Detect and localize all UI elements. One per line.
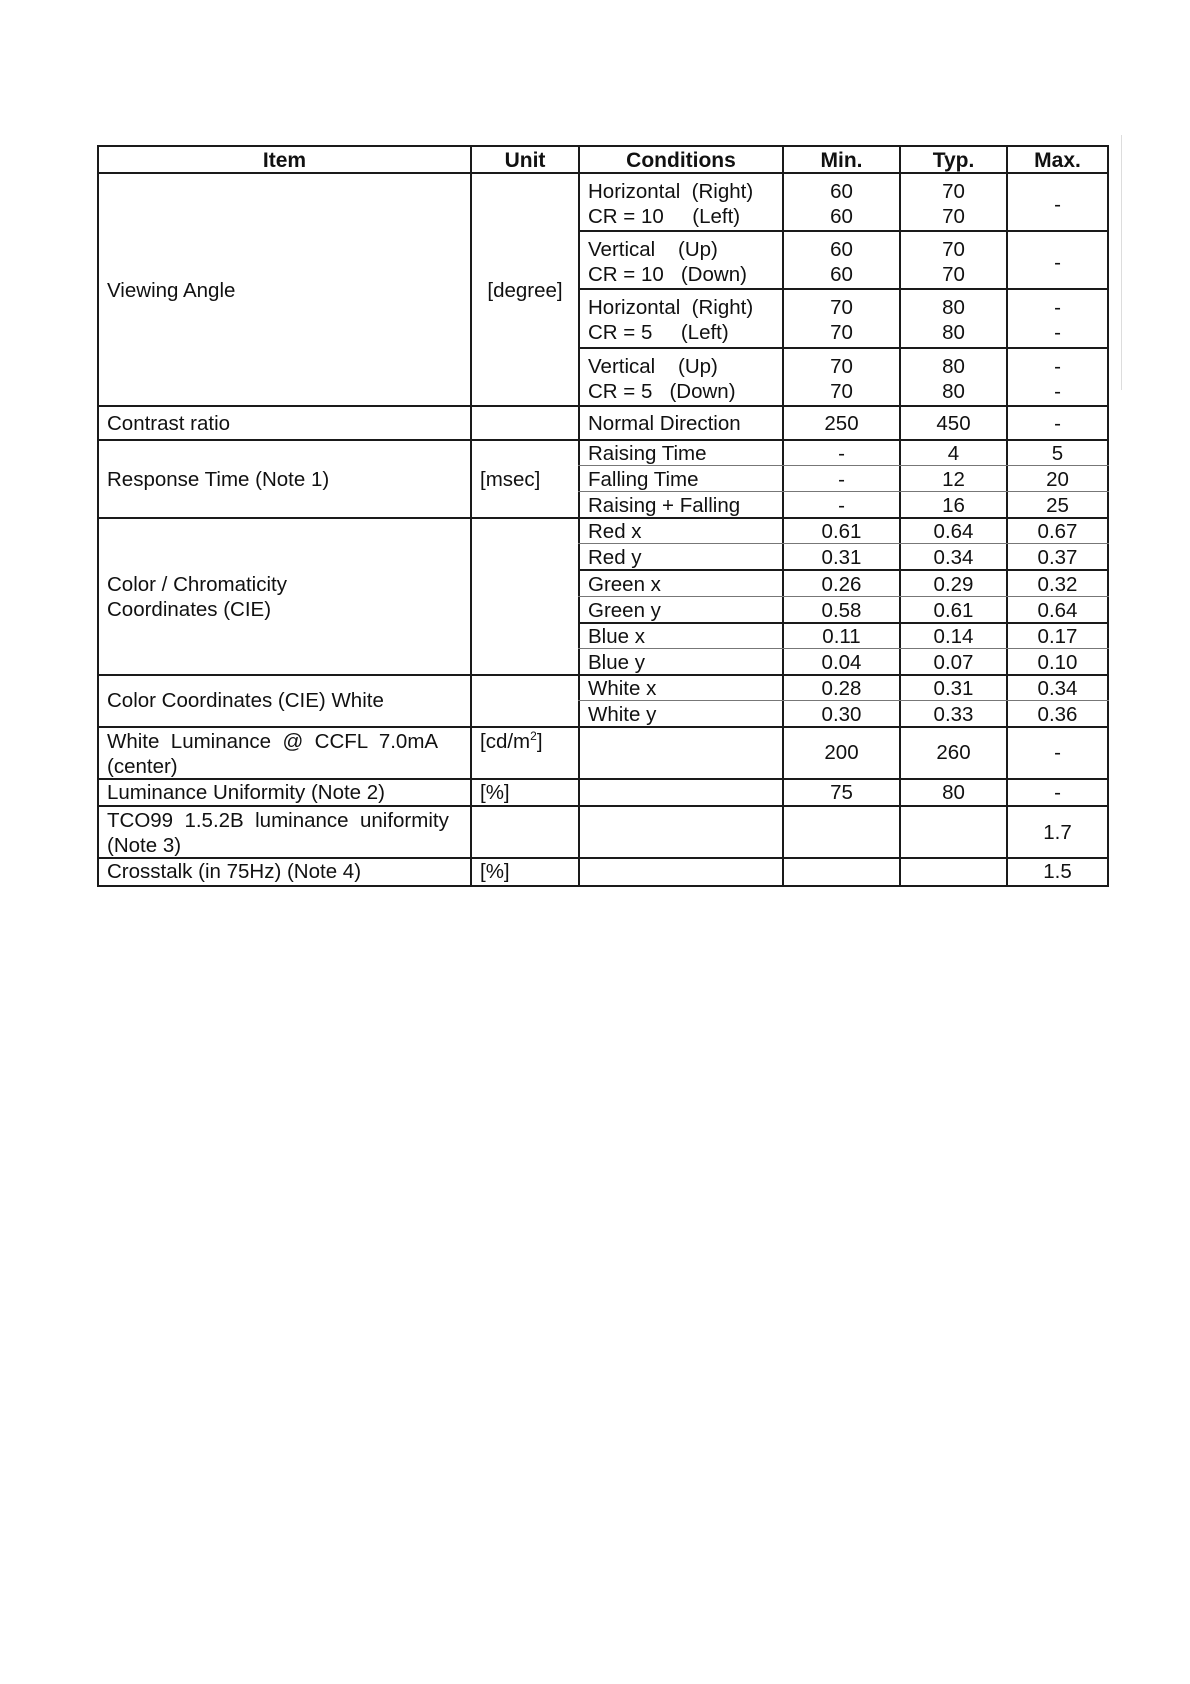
response-max-1: 5 xyxy=(1051,442,1064,465)
va-cond-4a: Vertical (Up) xyxy=(588,355,718,378)
table-border-top xyxy=(97,145,1109,147)
va-min-1a: 60 xyxy=(830,180,853,203)
response-unit: [msec] xyxy=(480,468,541,491)
color-cond-2: Red y xyxy=(588,546,642,569)
response-typ-2: 12 xyxy=(942,468,965,491)
va-cond-3b: CR = 5 (Left) xyxy=(588,321,729,344)
viewing-angle-item: Viewing Angle xyxy=(107,279,236,302)
va-min-3a: 70 xyxy=(830,296,853,319)
response-cond-2: Falling Time xyxy=(588,468,699,491)
va-min-4b: 70 xyxy=(830,380,853,403)
color-min-5: 0.11 xyxy=(822,625,861,648)
va-typ-1b: 70 xyxy=(942,205,965,228)
va-typ-3a: 80 xyxy=(942,296,965,319)
response-typ-1: 4 xyxy=(947,442,960,465)
table-border-right xyxy=(1107,145,1109,887)
color-min-3: 0.26 xyxy=(821,573,862,596)
color-item-line1: Color / Chromaticity xyxy=(107,573,287,596)
crosstalk-unit: [%] xyxy=(480,860,510,883)
col-sep-item-unit xyxy=(470,145,472,887)
color-typ-2: 0.34 xyxy=(933,546,974,569)
va-min-2b: 60 xyxy=(830,263,853,286)
color-cond-1: Red x xyxy=(588,520,642,543)
white-item: Color Coordinates (CIE) White xyxy=(107,689,384,712)
header-typ: Typ. xyxy=(932,149,975,172)
tco-item-line1: TCO99 1.5.2B luminance uniformity xyxy=(107,809,449,832)
crosstalk-item: Crosstalk (in 75Hz) (Note 4) xyxy=(107,860,362,883)
lum-uniform-unit: [%] xyxy=(480,781,510,804)
viewing-angle-unit: [degree] xyxy=(487,279,563,302)
lum-uniform-typ: 80 xyxy=(942,781,965,804)
color-max-3: 0.32 xyxy=(1037,573,1078,596)
va-cond-2a: Vertical (Up) xyxy=(588,238,718,261)
va-typ-2b: 70 xyxy=(942,263,965,286)
color-typ-6: 0.07 xyxy=(933,651,974,674)
white-lum-unit: $[cd/m^2]$ xyxy=(480,729,543,753)
va-cond-4b: CR = 5 (Down) xyxy=(588,380,736,403)
va-typ-3b: 80 xyxy=(942,321,965,344)
white-max-1: 0.34 xyxy=(1037,677,1078,700)
header-item: Item xyxy=(262,149,307,172)
color-typ-5: 0.14 xyxy=(933,625,974,648)
response-min-2: - xyxy=(838,468,845,491)
va-min-4a: 70 xyxy=(830,355,853,378)
white-cond-1: White x xyxy=(588,677,657,700)
white-typ-2: 0.33 xyxy=(933,703,974,726)
table-border-bottom xyxy=(97,885,1109,887)
color-min-6: 0.04 xyxy=(821,651,862,674)
va-max-3a: - xyxy=(1054,296,1061,319)
va-min-2a: 60 xyxy=(830,238,853,261)
subrule-viewing-2 xyxy=(578,288,1109,290)
white-lum-min: 200 xyxy=(824,741,859,764)
crosstalk-max: 1.5 xyxy=(1043,860,1072,883)
va-cond-2b: CR = 10 (Down) xyxy=(588,263,747,286)
col-sep-unit-cond xyxy=(578,145,580,887)
header-unit: Unit xyxy=(504,149,546,172)
va-cond-1b: CR = 10 (Left) xyxy=(588,205,741,228)
header-conditions: Conditions xyxy=(626,149,736,172)
tco-max: 1.7 xyxy=(1043,821,1072,844)
tco-item-line2: (Note 3) xyxy=(107,834,182,857)
va-max-2: - xyxy=(1054,251,1061,274)
header-max: Max. xyxy=(1034,149,1081,172)
color-max-1: 0.67 xyxy=(1037,520,1078,543)
white-typ-1: 0.31 xyxy=(933,677,974,700)
header-min: Min. xyxy=(820,149,863,172)
white-cond-2: White y xyxy=(588,703,657,726)
va-cond-3a: Horizontal (Right) xyxy=(588,296,754,319)
va-min-3b: 70 xyxy=(830,321,853,344)
color-min-2: 0.31 xyxy=(821,546,862,569)
va-min-1b: 60 xyxy=(830,205,853,228)
lum-uniform-item: Luminance Uniformity (Note 2) xyxy=(107,781,385,804)
contrast-cond: Normal Direction xyxy=(588,412,741,435)
color-cond-3: Green x xyxy=(588,573,661,596)
color-min-1: 0.61 xyxy=(821,520,862,543)
color-item-line2: Coordinates (CIE) xyxy=(107,598,272,621)
color-max-5: 0.17 xyxy=(1037,625,1078,648)
response-min-3: - xyxy=(838,494,845,517)
subrule-viewing-3 xyxy=(578,347,1109,349)
response-cond-1: Raising Time xyxy=(588,442,707,465)
color-max-4: 0.64 xyxy=(1037,599,1078,622)
va-typ-2a: 70 xyxy=(942,238,965,261)
response-max-3: 25 xyxy=(1046,494,1069,517)
va-max-4a: - xyxy=(1054,355,1061,378)
va-typ-1a: 70 xyxy=(942,180,965,203)
white-min-2: 0.30 xyxy=(821,703,862,726)
white-lum-item-line1: White Luminance @ CCFL 7.0mA xyxy=(107,730,439,753)
lum-uniform-min: 75 xyxy=(830,781,853,804)
response-cond-3: Raising + Falling xyxy=(588,494,741,517)
response-max-2: 20 xyxy=(1046,468,1069,491)
color-typ-3: 0.29 xyxy=(933,573,974,596)
response-typ-3: 16 xyxy=(942,494,965,517)
va-max-1: - xyxy=(1054,193,1061,216)
color-cond-5: Blue x xyxy=(588,625,645,648)
table-border-left xyxy=(97,145,99,887)
contrast-min: 250 xyxy=(824,412,859,435)
color-min-4: 0.58 xyxy=(821,599,862,622)
white-lum-max: - xyxy=(1054,741,1061,764)
va-max-3b: - xyxy=(1054,321,1061,344)
va-typ-4b: 80 xyxy=(942,380,965,403)
contrast-typ: 450 xyxy=(936,412,971,435)
va-max-4b: - xyxy=(1054,380,1061,403)
contrast-max: - xyxy=(1054,412,1061,435)
rule-after-lum-uniform xyxy=(97,805,1109,807)
white-max-2: 0.36 xyxy=(1037,703,1078,726)
rule-after-viewing xyxy=(97,405,1109,407)
scan-edge-line xyxy=(1121,135,1122,390)
va-cond-1a: Horizontal (Right) xyxy=(588,180,754,203)
color-typ-4: 0.61 xyxy=(933,599,974,622)
response-min-1: - xyxy=(838,442,845,465)
white-min-1: 0.28 xyxy=(821,677,862,700)
color-max-6: 0.10 xyxy=(1037,651,1078,674)
contrast-item: Contrast ratio xyxy=(107,412,231,435)
response-item: Response Time (Note 1) xyxy=(107,468,330,491)
color-cond-4: Green y xyxy=(588,599,661,622)
lum-uniform-max: - xyxy=(1054,781,1061,804)
color-cond-6: Blue y xyxy=(588,651,645,674)
subrule-viewing-1 xyxy=(578,230,1109,232)
white-lum-item-line2: (center) xyxy=(107,755,178,778)
white-lum-typ: 260 xyxy=(936,741,971,764)
color-typ-1: 0.64 xyxy=(933,520,974,543)
color-max-2: 0.37 xyxy=(1037,546,1078,569)
va-typ-4a: 80 xyxy=(942,355,965,378)
